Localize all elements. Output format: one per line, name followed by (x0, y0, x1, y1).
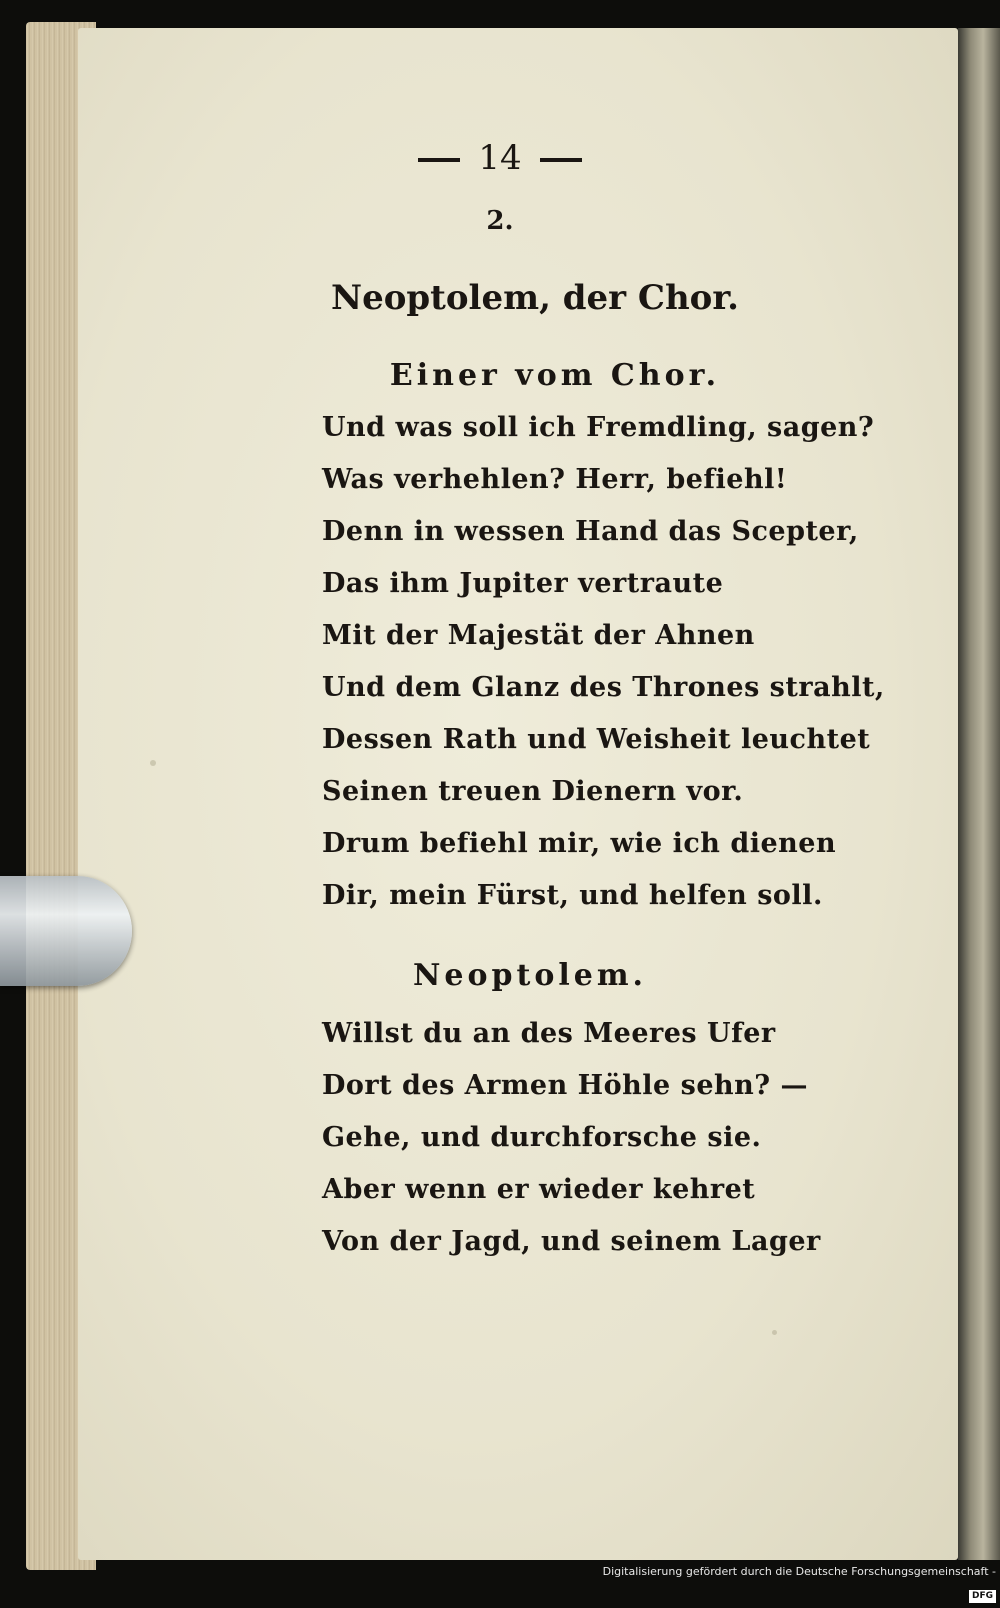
verse-line: Und dem Glanz des Thrones strahlt, (322, 672, 885, 703)
verse-line: Was verhehlen? Herr, befiehl! (322, 464, 788, 495)
paper-spot (772, 1330, 777, 1335)
dfg-logo: DFG (969, 1590, 996, 1603)
verse-line: Aber wenn er wieder kehret (322, 1174, 756, 1205)
book-gutter (958, 28, 1000, 1560)
scene-title: Neoptolem, der Chor. (331, 278, 739, 318)
verse-line: Das ihm Jupiter vertraute (322, 568, 724, 599)
verse-line: Drum befiehl mir, wie ich dienen (322, 828, 837, 859)
verse-line: Denn in wessen Hand das Scepter, (322, 516, 859, 547)
verse-line: Und was soll ich Fremdling, sagen? (322, 412, 875, 443)
verse-line: Von der Jagd, und seinem Lager (322, 1226, 821, 1257)
page-number-line (0, 138, 1000, 178)
verse-line: Seinen treuen Dienern vor. (322, 776, 744, 807)
verse-line: Dessen Rath und Weisheit leuchtet (322, 724, 871, 755)
scene-number: 2. (486, 206, 514, 236)
page-number: 14 (478, 138, 522, 178)
footer-text: Digitalisierung gefördert durch die Deutsche Forschungsgemeinschaft - (602, 1565, 996, 1578)
digitization-footer (600, 1560, 1000, 1601)
dash-left (418, 158, 460, 162)
verse-line: Dort des Armen Höhle sehn? — (322, 1070, 808, 1101)
dash-right (540, 158, 582, 162)
speaker-name: Einer vom Chor. (389, 358, 721, 393)
verse-line: Gehe, und durchforsche sie. (322, 1122, 762, 1153)
verse-line: Willst du an des Meeres Ufer (322, 1018, 776, 1049)
speaker-name: Neoptolem. (412, 958, 648, 993)
verse-line: Dir, mein Fürst, und helfen soll. (322, 880, 823, 911)
paper-spot (150, 760, 156, 766)
verse-line: Mit der Majestät der Ahnen (322, 620, 755, 651)
